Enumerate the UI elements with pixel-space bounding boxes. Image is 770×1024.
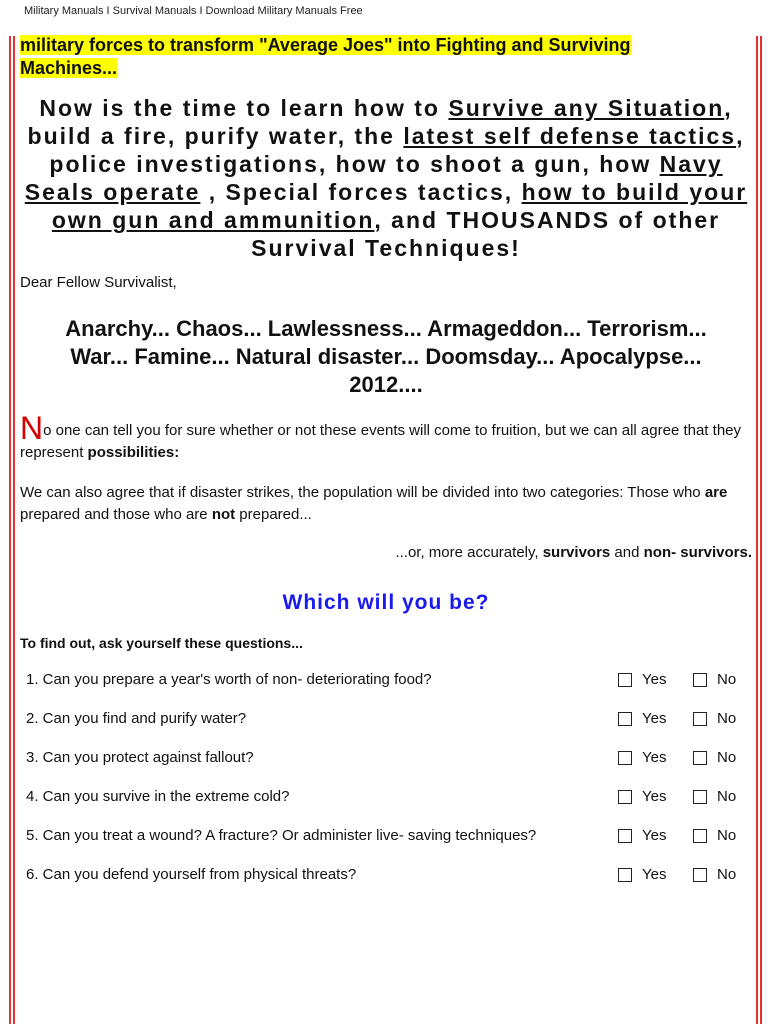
yes-checkbox[interactable] (618, 673, 632, 687)
yes-option[interactable] (618, 827, 666, 844)
headline-text: , build a fire, purify water, the (27, 95, 733, 149)
no-checkbox[interactable] (693, 829, 707, 843)
drop-cap: N (20, 410, 44, 446)
paragraph-2-text: prepared and those who are (20, 506, 212, 523)
left-border-line (9, 36, 11, 1024)
yes-option[interactable] (618, 710, 666, 727)
no-checkbox[interactable] (693, 868, 707, 882)
paragraph-3-bold: non- survivors. (643, 544, 752, 561)
question-row (20, 749, 752, 788)
main-content (20, 34, 752, 905)
highlighted-intro (20, 34, 752, 80)
ask-heading: To find out, ask yourself these questions... (20, 635, 303, 651)
paragraph-3-text: ...or, more accurately, (395, 544, 543, 561)
yes-option[interactable] (618, 788, 666, 805)
no-option[interactable] (693, 710, 736, 727)
headline-link-build-gun[interactable]: how to build your own gun and ammunition (51, 179, 748, 233)
no-label: No (717, 749, 737, 766)
no-option[interactable] (693, 749, 736, 766)
question-row (20, 827, 752, 866)
question-text: 3. Can you protect against fallout? (26, 749, 254, 766)
paragraph-3-text: and (610, 544, 644, 561)
yes-label: Yes (642, 749, 667, 766)
paragraph-2-text: prepared... (235, 506, 312, 523)
question-text: 6. Can you defend yourself from physical threats? (26, 866, 357, 883)
left-border-line-inner (13, 36, 15, 1024)
yes-checkbox[interactable] (618, 829, 632, 843)
which-heading: Which will you be? (282, 591, 490, 614)
paragraph-2-bold: not (211, 506, 236, 523)
question-text: 4. Can you survive in the extreme cold? (26, 788, 290, 805)
question-row (20, 866, 752, 905)
yes-checkbox[interactable] (618, 712, 632, 726)
highlight-line-2: Machines... (20, 58, 118, 78)
paragraph-2 (20, 482, 752, 526)
yes-option[interactable] (618, 749, 666, 766)
no-label: No (717, 866, 737, 883)
yes-label: Yes (642, 710, 667, 727)
no-option[interactable] (693, 671, 736, 688)
no-checkbox[interactable] (693, 790, 707, 804)
no-checkbox[interactable] (693, 673, 707, 687)
paragraph-3-bold: survivors (542, 544, 611, 561)
headline-text: Now is the time to learn how to (39, 95, 449, 121)
paragraph-2-bold: are (704, 484, 728, 501)
no-checkbox[interactable] (693, 712, 707, 726)
question-row (20, 788, 752, 827)
no-label: No (717, 827, 737, 844)
yes-label: Yes (642, 671, 667, 688)
no-option[interactable] (693, 827, 736, 844)
yes-checkbox[interactable] (618, 790, 632, 804)
headline-link-self-defense[interactable]: latest self defense tactics (403, 123, 737, 149)
headline (20, 94, 752, 262)
paragraph-1-bold: possibilities: (87, 444, 180, 461)
page-header: Military Manuals I Survival Manuals I Download Military Manuals Free (24, 5, 363, 17)
yes-option[interactable] (618, 866, 666, 883)
question-text: 2. Can you find and purify water? (26, 710, 247, 727)
headline-text: , Special forces tactics, (200, 179, 522, 205)
no-label: No (717, 710, 737, 727)
headline-text: , and THOUSANDS of other Survival Techniques! (251, 207, 721, 261)
yes-checkbox[interactable] (618, 751, 632, 765)
paragraph-3 (20, 544, 752, 561)
yes-label: Yes (642, 827, 667, 844)
question-row (20, 710, 752, 749)
no-checkbox[interactable] (693, 751, 707, 765)
question-row (20, 671, 752, 710)
right-border-line-inner (756, 36, 758, 1024)
no-label: No (717, 788, 737, 805)
paragraph-2-text: We can also agree that if disaster strikes, the population will be divided into two categories: Those who (20, 484, 705, 501)
question-text: 5. Can you treat a wound? A fracture? Or administer live- saving techniques? (26, 827, 537, 844)
no-option[interactable] (693, 788, 736, 805)
salutation: Dear Fellow Survivalist, (20, 274, 177, 291)
headline-link-survive[interactable]: Survive any Situation (448, 95, 725, 121)
highlight-line-1: military forces to transform "Average Joes" into Fighting and Surviving (20, 35, 631, 55)
no-label: No (717, 671, 737, 688)
paragraph-1-text: o one can tell you for sure whether or not these events will come to fruition, but we can all agree that they represent (20, 422, 741, 461)
yes-option[interactable] (618, 671, 666, 688)
yes-checkbox[interactable] (618, 868, 632, 882)
headline-link-navy-seals[interactable]: Navy Seals operate (24, 151, 723, 205)
question-list (20, 671, 752, 905)
no-option[interactable] (693, 866, 736, 883)
big-text: Anarchy... Chaos... Lawlessness... Armageddon... Terrorism... War... Famine... Natural disaster... Doomsday... Apocalypse... 2012.... (65, 316, 707, 397)
yes-label: Yes (642, 788, 667, 805)
paragraph-1 (20, 410, 752, 464)
question-text: 1. Can you prepare a year's worth of non- deteriorating food? (26, 671, 432, 688)
yes-label: Yes (642, 866, 667, 883)
right-border-line (760, 36, 762, 1024)
headline-text: , police investigations, how to shoot a gun, how (49, 123, 745, 177)
